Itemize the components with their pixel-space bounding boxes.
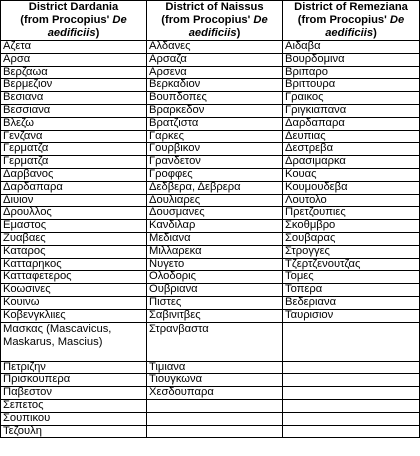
table-cell: Βερκαδιον [147,79,283,92]
table-cell: Γαρκες [147,130,283,143]
table-row [1,425,420,438]
table-cell: Μασκας (Mascavicus, Maskarus, Mascius) [1,322,147,361]
table-row [1,232,420,245]
header-row [1,1,420,41]
table-row [1,399,420,412]
table-cell: Κανδιλαρ [147,220,283,233]
table-cell: Κουας [283,168,420,181]
table-cell: Δρασιμαρκα [283,156,420,169]
table-cell: Κατταρηκος [1,258,147,271]
table-cell: Βλεζω [1,117,147,130]
table-row [1,309,420,322]
table-cell: Κοβενγκλιιες [1,309,147,322]
table-cell: Σεπετος [1,399,147,412]
table-row [1,207,420,220]
table-cell: Δαρδαπαρα [283,117,420,130]
table-cell: Βριπαρο [283,66,420,79]
table-cell: Βερμεζιον [1,79,147,92]
table-cell: Αλδανες [147,41,283,54]
table-cell: Σουπικου [1,412,147,425]
table-cell: Βερζαωα [1,66,147,79]
table-cell [147,412,283,425]
table-cell: Γριγκιαπανα [283,104,420,117]
table-cell: Ζυαβαες [1,232,147,245]
table-cell: Σκοθμβρο [283,220,420,233]
table-cell: Βρατζιστα [147,117,283,130]
table-cell: Μεδιανα [147,232,283,245]
table-row [1,220,420,233]
table-cell: Πρισκουπερα [1,374,147,387]
column-header-2: District of Naissus (from Procopius' De aedificiis) [147,1,283,41]
table-row [1,322,420,361]
table-cell: Στρανβαστα [147,322,283,361]
table-cell: Βεδεριανα [283,296,420,309]
table-cell: Βεσιανα [1,92,147,105]
table-cell: Τιμιανα [147,361,283,374]
table-cell: Ολοδορις [147,271,283,284]
table-cell: Χεσδουπαρα [147,387,283,400]
table-cell: Μιλλαρεκα [147,245,283,258]
table-row [1,130,420,143]
table-cell: Γερματζα [1,156,147,169]
table-row [1,41,420,54]
table-row [1,296,420,309]
table-cell: Τομες [283,271,420,284]
table-row [1,92,420,105]
column-header-3: District of Remeziana (from Procopius' De aedificiis) [283,1,420,41]
table-cell: Ουβριανα [147,284,283,297]
table-cell: Βουρδομινα [283,53,420,66]
table-cell: Τεζουλη [1,425,147,438]
table-cell: Γροφφες [147,168,283,181]
table-row [1,258,420,271]
table-cell: Δεδβερα, Δεβρερα [147,181,283,194]
table-cell: Δαρδαπαρα [1,181,147,194]
table-cell: Τοπερα [283,284,420,297]
table-row [1,143,420,156]
table-cell: Γραικος [283,92,420,105]
table-cell: Τιουγκωνα [147,374,283,387]
table-cell: Γερματζα [1,143,147,156]
table-cell [283,412,420,425]
table-row [1,66,420,79]
table-cell: Αρσαζα [147,53,283,66]
table-cell [283,374,420,387]
table-cell: Κουμουδεβα [283,181,420,194]
table-cell [147,399,283,412]
table-cell [147,425,283,438]
table-row [1,181,420,194]
table-cell [283,425,420,438]
table-cell: Καταρος [1,245,147,258]
table-row [1,284,420,297]
table-row [1,374,420,387]
column-header-1: District Dardania (from Procopius' De aedificiis) [1,1,147,41]
table-row [1,271,420,284]
table-row [1,156,420,169]
table-cell: Σουβαρας [283,232,420,245]
table-cell: Αρσενα [147,66,283,79]
table-cell: Στρογγες [283,245,420,258]
table-cell: Βριττουρα [283,79,420,92]
table-cell [283,361,420,374]
table-row [1,412,420,425]
table-row [1,194,420,207]
table-row [1,104,420,117]
table-row [1,168,420,181]
table-body [1,41,420,438]
table-row [1,387,420,400]
table-cell: Τζερτζενουτζας [283,258,420,271]
table-cell: Αζετα [1,41,147,54]
table-cell: Κουινω [1,296,147,309]
table-cell [283,387,420,400]
table-row [1,245,420,258]
table-cell: Δουσμανες [147,207,283,220]
table-cell: Πρετζουπιες [283,207,420,220]
table-cell: Γενζανα [1,130,147,143]
table-cell: Γρανδετον [147,156,283,169]
table-cell: Δρουλλος [1,207,147,220]
table-cell: Πιστες [147,296,283,309]
table-cell: Βουπδοπες [147,92,283,105]
table-cell: Αιδαβα [283,41,420,54]
table-cell: Βεσσιανα [1,104,147,117]
table-row [1,79,420,92]
table-cell [283,322,420,361]
table-row [1,361,420,374]
table-cell: Σαβινιτβες [147,309,283,322]
table-cell: Κοωσινες [1,284,147,297]
table-cell: Δουλιαρες [147,194,283,207]
table-cell: Δαρβανος [1,168,147,181]
table-cell: Δεστρεβα [283,143,420,156]
table-cell: Παβεστον [1,387,147,400]
table-cell: Γουρβικον [147,143,283,156]
table-row [1,117,420,130]
table-cell: Λουτολο [283,194,420,207]
table-cell: Βραρκεδον [147,104,283,117]
table-cell: Ταυρισιον [283,309,420,322]
table-cell: Πετριζην [1,361,147,374]
table-cell [283,399,420,412]
table-cell: Νυγετο [147,258,283,271]
table-row [1,53,420,66]
table-cell: Διυιον [1,194,147,207]
table-cell: Αρσα [1,53,147,66]
table-cell: Δευπιας [283,130,420,143]
table-cell: Κατταφετερος [1,271,147,284]
table-cell: Εμαστος [1,220,147,233]
